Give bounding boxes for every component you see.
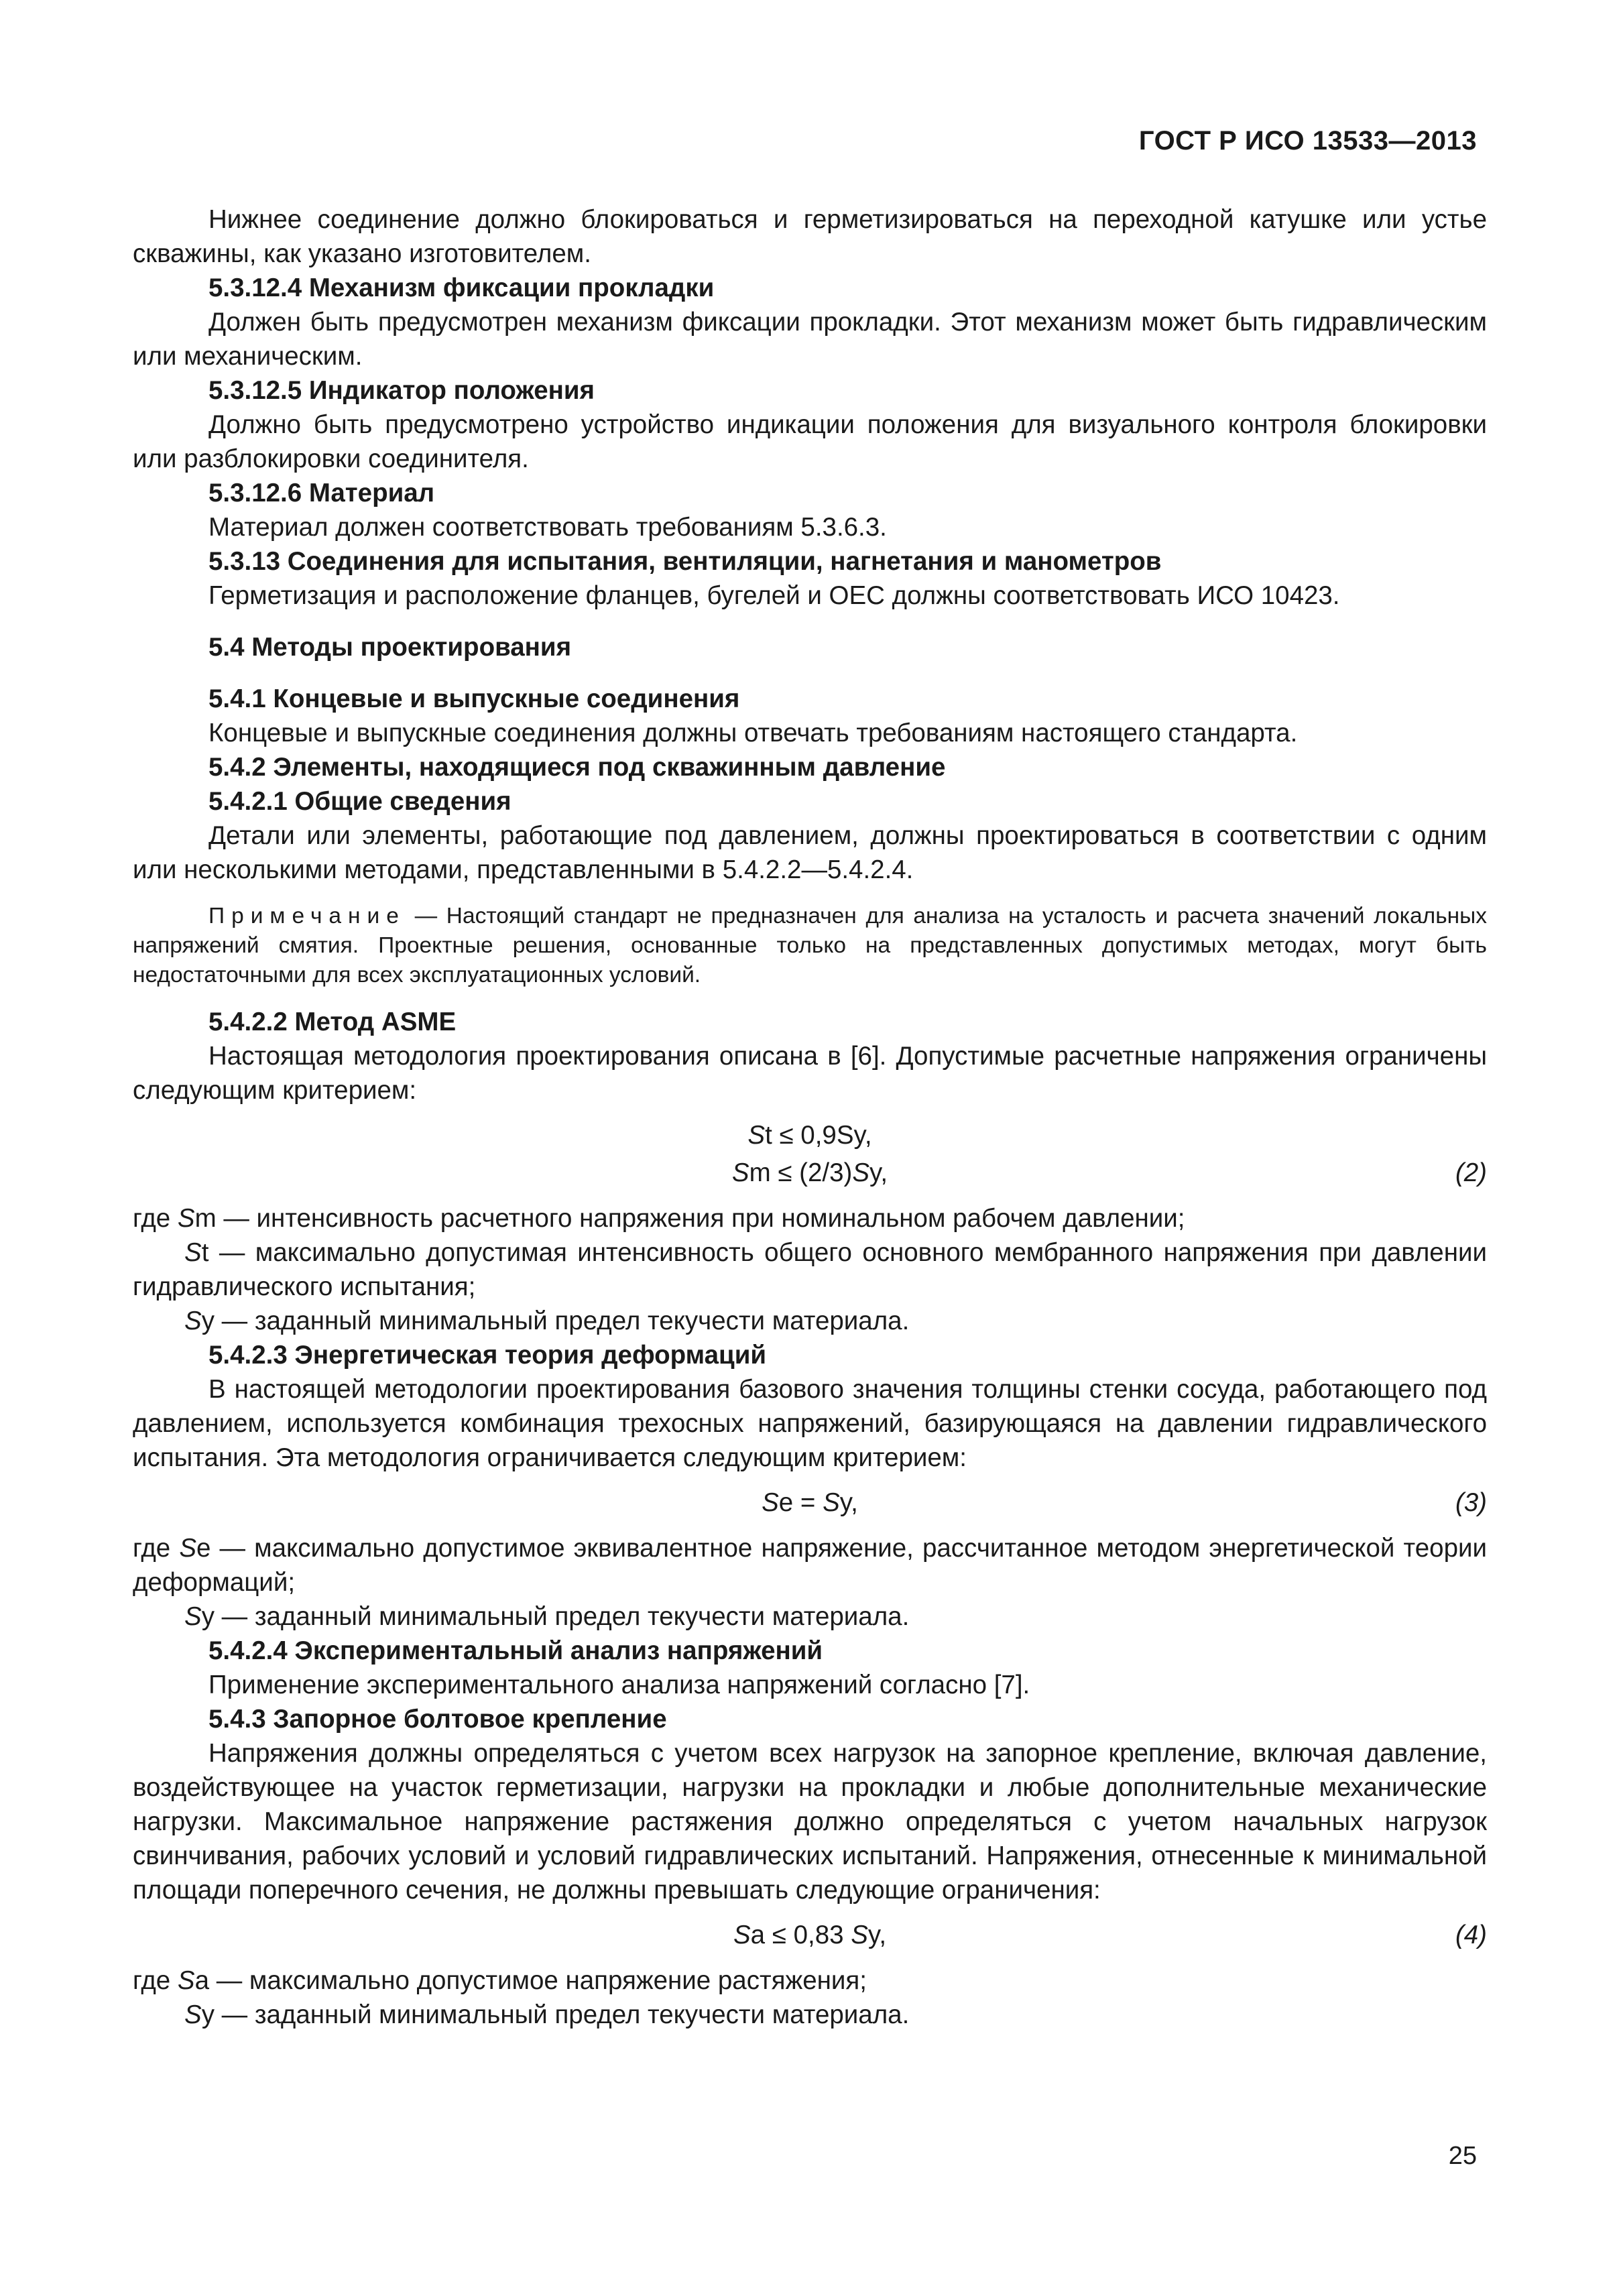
paragraph: Применение экспериментального анализа напряжений согласно [7].	[208, 1671, 1030, 1699]
formula-symbol: S	[851, 1921, 868, 1949]
formula-rest: y,	[867, 1921, 887, 1949]
heading-5-4-1: 5.4.1 Концевые и выпускные соединения	[208, 684, 740, 713]
definition-subscript: y	[201, 1307, 215, 1335]
definition-text: — заданный минимальный предел текучести материала.	[214, 1307, 910, 1335]
formula-rest: y,	[869, 1158, 888, 1187]
heading-5-4: 5.4 Методы проектирования	[208, 633, 572, 662]
formula-mid: e =	[778, 1488, 823, 1517]
definition-subscript: y	[201, 1602, 215, 1631]
definition-symbol: S	[179, 1534, 196, 1563]
formula-mid: a ≤ 0,83	[750, 1921, 851, 1949]
formula-4	[133, 1917, 1487, 1954]
formula-rest: t ≤ 0,9Sy,	[765, 1121, 872, 1150]
definition-text: — максимально допустимая интенсивность общего основного мембранного напряжения при давлении гидравлического испытания;	[133, 1238, 1487, 1301]
definition-row	[133, 1998, 1487, 2032]
heading-5-3-12-6: 5.3.12.6 Материал	[208, 479, 435, 507]
formula-symbol: S	[762, 1488, 779, 1517]
paragraph: Герметизация и расположение фланцев, бугелей и ОЕС должны соответствовать ИСО 10423.	[208, 581, 1340, 610]
document-header: ГОСТ Р ИСО 13533—2013	[1138, 126, 1477, 156]
definition-symbol: S	[184, 1238, 202, 1267]
paragraph: Материал должен соответствовать требованиям 5.3.6.3.	[208, 513, 887, 542]
formula-symbol: S	[733, 1921, 751, 1949]
definition-row	[133, 1235, 1487, 1304]
heading-5-3-13: 5.3.13 Соединения для испытания, вентиляции, нагнетания и манометров	[208, 547, 1162, 576]
formula-text	[733, 1917, 886, 1954]
heading-5-4-2-2: 5.4.2.2 Метод ASME	[208, 1008, 457, 1036]
formula-number: (4)	[1455, 1921, 1487, 1949]
formula-2-group	[133, 1117, 1487, 1192]
definition-symbol: S	[184, 1307, 202, 1335]
formula-4-group	[133, 1917, 1487, 1954]
paragraph: Напряжения должны определяться с учетом всех нагрузок на запорное крепление, включая давление, воздействующее на участок герметизации, нагрузки на прокладки и любые дополнительные механические нагрузки. Максимальное напряжение растяжения должно определяться с учетом начальных нагрузок свинчивания, рабочих условий и условий гидравлических испытаний. Напряжения, отнесенные к минимальной площади поперечного сечения, не должны превышать следующие ограничения:	[133, 1739, 1487, 1905]
heading-5-4-3: 5.4.3 Запорное болтовое крепление	[208, 1705, 667, 1734]
definition-row	[133, 1531, 1487, 1599]
definition-row	[133, 1963, 1487, 1998]
note-label: Примечание	[208, 904, 406, 928]
formula-symbol: S	[852, 1158, 870, 1187]
definition-symbol: S	[177, 1204, 195, 1233]
definition-lead: где	[133, 1204, 178, 1233]
formula-3-group	[133, 1484, 1487, 1522]
definition-indent	[133, 1238, 184, 1267]
paragraph: Настоящая методология проектирования описана в [6]. Допустимые расчетные напряжения ограничены следующим критерием:	[133, 1042, 1487, 1105]
formula-mid: m ≤ (2/3)	[749, 1158, 853, 1187]
heading-5-4-2-1: 5.4.2.1 Общие сведения	[208, 787, 512, 816]
formula-2a	[133, 1117, 1487, 1154]
paragraph: Должно быть предусмотрено устройство индикации положения для визуального контроля блокировки или разблокировки соединителя.	[133, 410, 1487, 473]
definition-indent	[133, 1602, 184, 1631]
paragraph: Нижнее соединение должно блокироваться и герметизироваться на переходной катушке или устье скважины, как указано изготовителем.	[133, 205, 1487, 268]
note	[133, 902, 1487, 990]
formula-symbol: S	[731, 1158, 749, 1187]
definition-text: — максимально допустимое эквивалентное напряжение, рассчитанное методом энергетической теории деформаций;	[133, 1534, 1487, 1597]
definition-text: — интенсивность расчетного напряжения при номинальном рабочем давлении;	[216, 1204, 1185, 1233]
definition-indent	[133, 1307, 184, 1335]
paragraph: Должен быть предусмотрен механизм фиксации прокладки. Этот механизм может быть гидравлическим или механическим.	[133, 308, 1487, 371]
definition-subscript: a	[194, 1966, 209, 1995]
formula-text	[732, 1154, 888, 1192]
formula-text	[762, 1484, 858, 1522]
formula-symbol: S	[747, 1121, 766, 1150]
formula-number: (2)	[1455, 1158, 1487, 1187]
definition-subscript: t	[201, 1238, 209, 1267]
definition-subscript: y	[201, 2000, 215, 2029]
formula-2b	[133, 1154, 1487, 1192]
formula-3	[133, 1484, 1487, 1522]
definition-row	[133, 1304, 1487, 1338]
definitions-list	[133, 1531, 1487, 1634]
definition-text: — заданный минимальный предел текучести материала.	[214, 1602, 910, 1631]
definition-text: — максимально допустимое напряжение растяжения;	[209, 1966, 867, 1995]
definition-lead: где	[133, 1534, 180, 1563]
heading-5-4-2-4: 5.4.2.4 Экспериментальный анализ напряжений	[208, 1636, 823, 1665]
heading-5-3-12-5: 5.3.12.5 Индикатор положения	[208, 376, 595, 405]
paragraph: Детали или элементы, работающие под давлением, должны проектироваться в соответствии с одним или несколькими методами, представленными в 5.4.2.2—5.4.2.4.	[133, 821, 1487, 884]
definition-symbol: S	[177, 1966, 195, 1995]
definition-subscript: e	[196, 1534, 211, 1563]
definition-row	[133, 1201, 1487, 1235]
definition-symbol: S	[184, 1602, 202, 1631]
definition-symbol: S	[184, 2000, 202, 2029]
page-number: 25	[1448, 2142, 1477, 2170]
heading-5-4-2-3: 5.4.2.3 Энергетическая теория деформаций	[208, 1341, 767, 1370]
formula-symbol: S	[823, 1488, 840, 1517]
definitions-list	[133, 1963, 1487, 2032]
definition-row	[133, 1599, 1487, 1634]
definition-lead: где	[133, 1966, 178, 1995]
document-body	[133, 202, 1487, 2032]
heading-5-3-12-4: 5.3.12.4 Механизм фиксации прокладки	[208, 274, 715, 302]
definition-subscript: m	[194, 1204, 217, 1233]
formula-number: (3)	[1455, 1488, 1487, 1517]
heading-5-4-2: 5.4.2 Элементы, находящиеся под скважинным давление	[208, 753, 946, 782]
paragraph: В настоящей методологии проектирования базового значения толщины стенки сосуда, работающего под давлением, используется комбинация трехосных напряжений, базирующаяся на давлении гидравлического испытания. Эта методология ограничивается следующим критерием:	[133, 1375, 1487, 1472]
definition-text: — заданный минимальный предел текучести материала.	[214, 2000, 910, 2029]
formula-rest: y,	[839, 1488, 858, 1517]
definitions-list	[133, 1201, 1487, 1338]
note-text: — Настоящий стандарт не предназначен для анализа на усталость и расчета значений локальных напряжений смятия. Проектные решения, основанные только на представленных допустимых методах, могут быть недостаточными для всех эксплуатационных условий.	[133, 904, 1487, 987]
formula-text	[747, 1117, 871, 1154]
paragraph: Концевые и выпускные соединения должны отвечать требованиям настоящего стандарта.	[208, 719, 1298, 747]
definition-indent	[133, 2000, 184, 2029]
